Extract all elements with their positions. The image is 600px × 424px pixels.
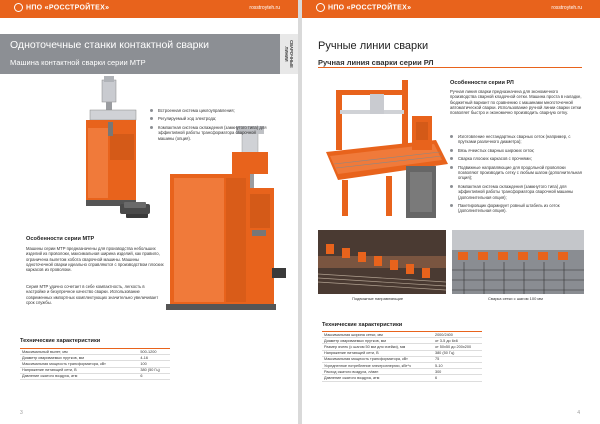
photo-caption: Сварка сетки с шагом 100 мм bbox=[488, 296, 543, 301]
page-subtitle: Машина контактной сварки серии МТР bbox=[10, 58, 146, 67]
features-paragraph-2: Серия МТР удачно сочетает в себе компактность, легкость в настройке и безупречное качество сварки. Использование современных импортных комплектующих значительно увеличивает срок службы. bbox=[26, 284, 159, 305]
machine-photo-large bbox=[160, 118, 290, 318]
table-row: Расход сжатого воздуха, л/мин 300 bbox=[322, 369, 482, 375]
bullet-item: Регулируемый ход электрода; bbox=[150, 116, 270, 121]
specs-table bbox=[322, 331, 482, 382]
photo-caption: Подвижные направляющие bbox=[352, 296, 404, 301]
specs-table bbox=[20, 348, 170, 380]
feature-bullets bbox=[150, 108, 270, 144]
page-title: Ручные линии сварки bbox=[318, 40, 429, 52]
bullet-item: Компактная система охлаждения (замкнутого типа) для эффективной работы трансформатора сварочной машины (опция). bbox=[150, 125, 270, 141]
page-number: 3 bbox=[20, 410, 23, 416]
site-url[interactable]: rosstroyteh.ru bbox=[551, 5, 582, 11]
specs-heading: Технические характеристики bbox=[20, 338, 101, 344]
header-bar bbox=[0, 0, 298, 18]
right-page bbox=[302, 0, 600, 424]
table-row: Максимальный вылет, мм 500-1200 bbox=[20, 349, 170, 355]
features-heading: Особенности серии РЛ bbox=[450, 80, 514, 86]
bullet-item: Встроенная система циклоуправления; bbox=[150, 108, 270, 113]
table-row: Максимальная мощность трансформатора, кВт 100 bbox=[20, 361, 170, 367]
page-number: 4 bbox=[577, 410, 580, 416]
table-row: Размер ячеек (с шагом 50 мм для ячейки), мм от 50х50 до 200х200 bbox=[322, 344, 482, 350]
bullet-item: Подвижные направляющие для продольной проволоки позволяют производить сетку с любым шагом (дополнительная опция); bbox=[450, 165, 584, 181]
table-row: Напряжение питающей сети, В 380 (50 Гц) bbox=[20, 367, 170, 373]
intro-paragraph: Ручная линия сварки предназначена для экономичного производства сварной кладочной сетки. Машина проста в наладке, бюджетный вариант по сравнению с машинами многоточечной автоматической сварки. Использование ручной линии сварки сетки позволяет быстро и экономично производить сварную сетку. bbox=[450, 89, 582, 116]
title-underline bbox=[318, 67, 582, 68]
guides-photo bbox=[318, 230, 446, 294]
welding-line-photo bbox=[316, 76, 452, 226]
table-row: Давление сжатого воздуха, атм 6 bbox=[20, 373, 170, 379]
bullet-item: Вязь ячеистых сварных широких сеток; bbox=[450, 148, 584, 153]
table-row: Усредненное потребление электроэнергии, кВт*ч 5-10 bbox=[322, 362, 482, 368]
table-row: Диаметр свариваемых прутков, мм от 3-5 до 6х6 bbox=[322, 338, 482, 344]
bullet-item: Компактная система охлаждения (замкнутого типа) для эффективной работы трансформатора сварочной машины (дополнительная опция); bbox=[450, 184, 584, 200]
bullet-item: Пакетировщик формирует ровный штабель из сеток (дополнительная опция). bbox=[450, 203, 584, 214]
bullet-item: Сварка плоских каркасов с прочнями; bbox=[450, 156, 584, 161]
table-row: Диаметр свариваемых прутков, мм 4-16 bbox=[20, 355, 170, 361]
title-band bbox=[0, 34, 280, 74]
specs-heading: Технические характеристики bbox=[322, 322, 403, 328]
section-tab: СВАРОЧНЫЕ ЛИНИИ bbox=[280, 34, 298, 74]
left-page bbox=[0, 0, 298, 424]
logo-icon bbox=[14, 3, 23, 12]
site-url[interactable]: rosstroyteh.ru bbox=[249, 5, 280, 11]
feature-bullets bbox=[450, 134, 584, 217]
bullet-item: Изготовление нестандартных сварных сеток (например, с прутками различного диаметра); bbox=[450, 134, 584, 145]
brand-logo: НПО «РОССТРОЙТЕХ» bbox=[316, 3, 411, 12]
header-bar bbox=[302, 0, 600, 18]
table-row: Максимальная мощность трансформатора, кВт 75 bbox=[322, 356, 482, 362]
page-subtitle: Ручная линия сварки серии РЛ bbox=[318, 58, 434, 67]
table-row: Давление сжатого воздуха, атм 6 bbox=[322, 375, 482, 381]
mesh-photo bbox=[452, 230, 584, 294]
logo-icon bbox=[316, 3, 325, 12]
foot-pedal-photo bbox=[116, 198, 156, 218]
features-heading: Особенности серии МТР bbox=[26, 236, 95, 242]
page-title: Одноточечные станки контактной сварки bbox=[10, 39, 209, 51]
features-paragraph: Машины серии МТР предназначены для производства небольших изделий из проволоки, максимальная ширина изделий, как правило, ограничена вылетом хобота сварочной машины. Машины одноточечной сварки идеально справляются с производством плоских каркасов из проволоки. bbox=[26, 246, 164, 273]
table-row: Максимальная ширина сетки, мм 2000/2400 bbox=[322, 332, 482, 338]
brand-logo: НПО «РОССТРОЙТЕХ» bbox=[14, 3, 109, 12]
table-row: Напряжение питающей сети, В 380 (50 Гц) bbox=[322, 350, 482, 356]
